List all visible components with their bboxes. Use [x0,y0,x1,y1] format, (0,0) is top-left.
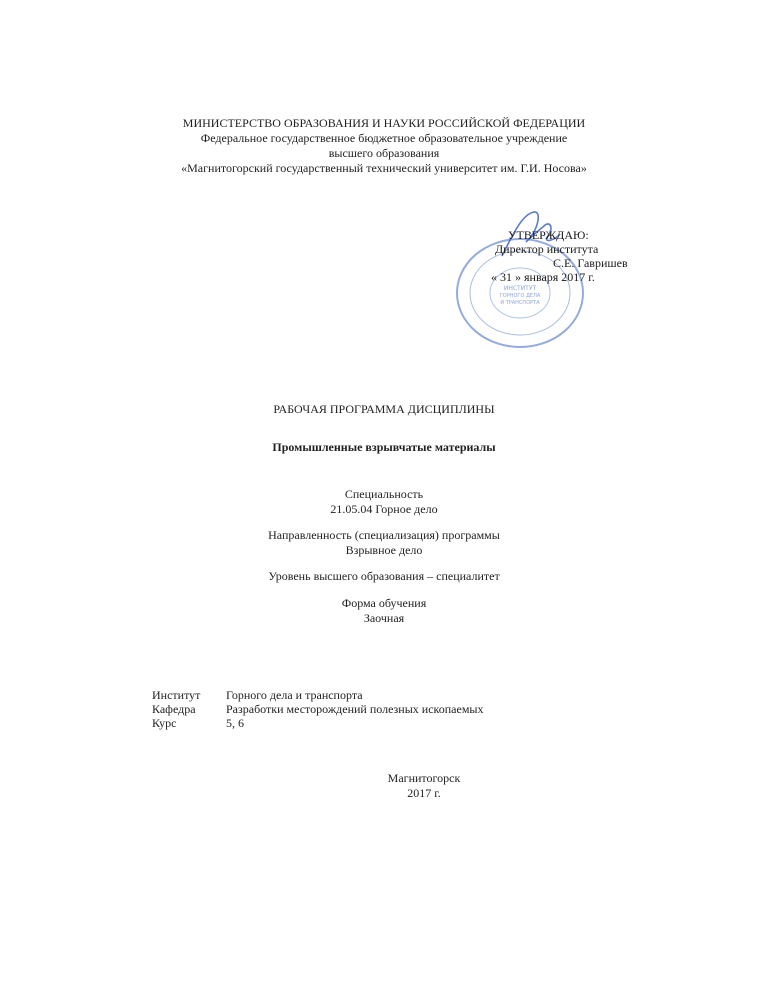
svg-text:ИНСТИТУТ: ИНСТИТУТ [503,285,537,292]
education-level-spec: Уровень высшего образования – специалитет [268,569,500,583]
detail-key: Институт [152,688,201,702]
approval-date: « 31 » января 2017 г. [491,270,595,284]
document-type: РАБОЧАЯ ПРОГРАММА ДИСЦИПЛИНЫ [273,402,495,416]
university-name: «Магнитогорский государственный технический университет им. Г.И. Носова» [181,161,587,175]
detail-value: Разработки месторождений полезных ископаемых [226,702,484,716]
detail-row-institute [152,688,363,702]
svg-text:ГОРНОГО ДЕЛА: ГОРНОГО ДЕЛА [499,293,541,299]
specialty-value: 21.05.04 Горное дело [330,502,438,516]
approval-title: УТВЕРЖДАЮ: [508,228,589,242]
approval-name: С.Е. Гавришев [553,256,628,270]
discipline-title: Промышленные взрывчатые материалы [272,440,496,454]
direction-value: Взрывное дело [345,543,423,557]
form-label: Форма обучения [341,596,427,610]
svg-text:И ТРАНСПОРТА: И ТРАНСПОРТА [500,300,540,306]
detail-row-course [152,716,244,730]
specialty-label: Специальность [344,487,424,501]
detail-key: Курс [152,716,177,730]
approval-position: Директор института [495,242,599,256]
form-value: Заочная [363,611,405,625]
institution-type: Федеральное государственное бюджетное образовательное учреждение [200,131,568,145]
education-level: высшего образования [328,146,440,160]
detail-value: 5, 6 [226,716,244,730]
year: 2017 г. [407,786,441,800]
direction-label: Направленность (специализация) программы [268,528,500,542]
ministry-title: МИНИСТЕРСТВО ОБРАЗОВАНИЯ И НАУКИ РОССИЙСКОЙ ФЕДЕРАЦИИ [182,116,586,130]
detail-value: Горного дела и транспорта [226,688,363,702]
detail-row-department [152,702,483,716]
city: Магнитогорск [387,771,461,785]
detail-key: Кафедра [152,702,196,716]
